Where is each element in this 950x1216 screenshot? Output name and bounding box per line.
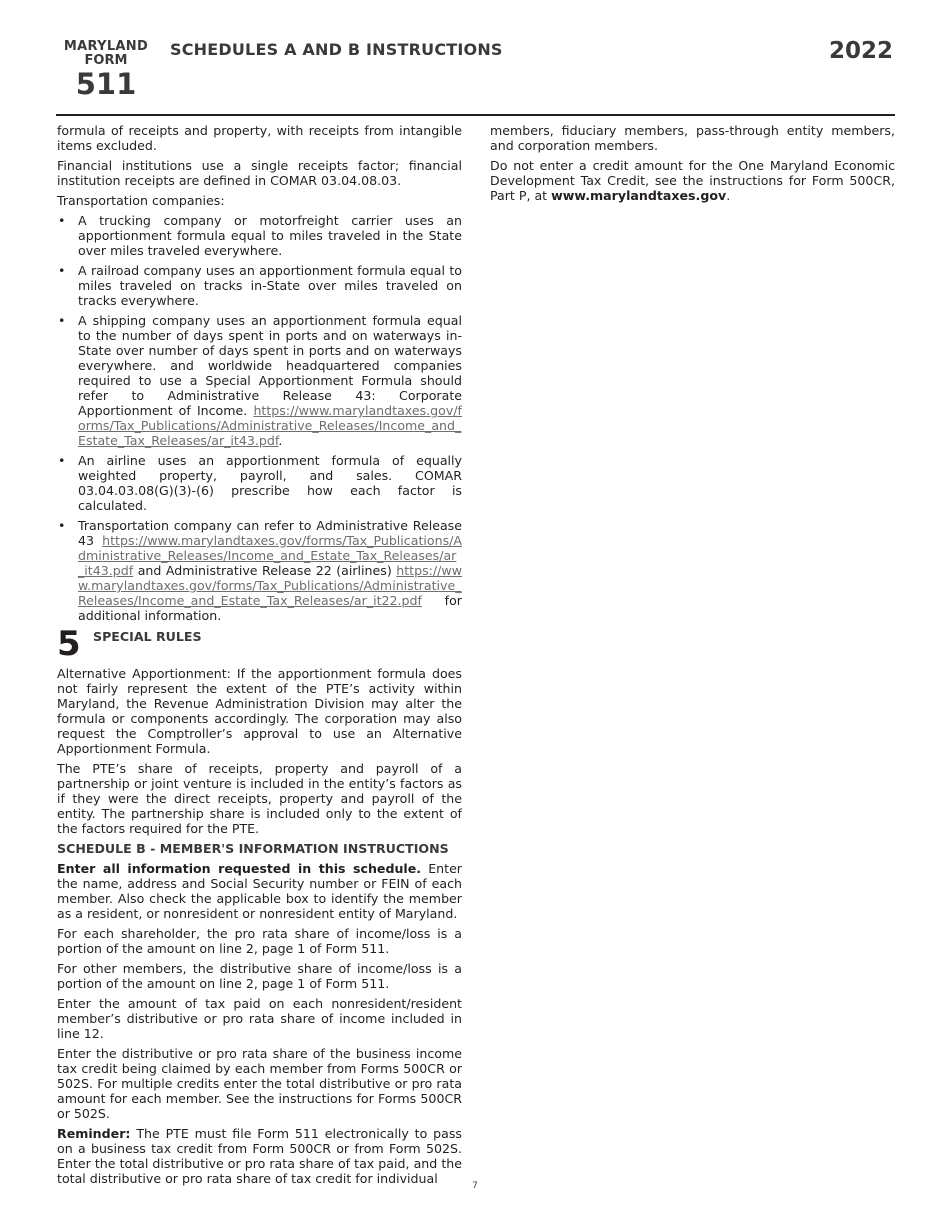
paragraph: Financial institutions use a single receipts factor; financial institution receipts are defined in COMAR 03.04.08.03.	[57, 158, 462, 188]
bold-lead: Enter all information requested in this schedule.	[57, 861, 422, 876]
paragraph: formula of receipts and property, with receipts from intangible items excluded.	[57, 123, 462, 153]
paragraph: The PTE’s share of receipts, property and payroll of a partnership or joint venture is included in the entity’s factors as if they were the direct receipts, property and payroll of the entity. The partnership share is included only to the extent of the factors required for the PTE.	[57, 761, 462, 836]
page-number: 7	[472, 1181, 478, 1191]
list-item-text: for additional information.	[78, 593, 462, 623]
header-divider	[56, 114, 895, 116]
list-item	[57, 263, 462, 308]
paragraph: For each shareholder, the pro rata share of income/loss is a portion of the amount on line 2, page 1 of Form 511.	[57, 926, 462, 956]
list-item-text: Transportation company can refer to Administrative Release 43	[78, 518, 462, 548]
paragraph: For other members, the distributive share of income/loss is a portion of the amount on line 2, page 1 of Form 511.	[57, 961, 462, 991]
list-item-text: and Administrative Release 22 (airlines)	[137, 563, 392, 578]
form-number: 511	[75, 67, 137, 101]
bullet: •	[58, 263, 66, 278]
page-title: SCHEDULES A AND B INSTRUCTIONS	[170, 40, 503, 59]
schedule-b-heading: SCHEDULE B - MEMBER'S INFORMATION INSTRUCTIONS	[57, 841, 449, 856]
paragraph: Enter the amount of tax paid on each nonresident/resident member’s distributive or pro rata share of income included in line 12.	[57, 996, 462, 1041]
list-item	[57, 453, 462, 513]
ar-it22-link[interactable]: https://www.marylandtaxes.gov/forms/Tax_Publications/Administrative_Releases/Income_and_Estate_Tax_Releases/ar_it22.pdf	[78, 563, 462, 608]
list-item-text: A shipping company uses an apportionment formula equal to the number of days spent in ports and on waterways in-State over number of days spent in ports and on waterways everywhere. and worldwide headquartered companies required to use a Special Apportionment Formula should refer to Administrative Release 43: Corporate Apportionment of Income.	[78, 313, 462, 418]
section-heading	[57, 624, 462, 664]
paragraph-text: Do not enter a credit amount for the One Maryland Economic Development Tax Credit, see the instructions for Form 500CR, Part P, at	[490, 158, 895, 203]
bullet: •	[58, 213, 66, 228]
bullet: •	[58, 453, 66, 468]
list-item	[57, 213, 462, 258]
transportation-list	[57, 213, 462, 623]
paragraph: members, fiduciary members, pass-through entity members, and corporation members.	[490, 123, 895, 153]
left-column	[57, 123, 462, 1191]
list-item	[57, 313, 462, 448]
paragraph: Enter the distributive or pro rata share of the business income tax credit being claimed by each member from Forms 500CR or 502S. For multiple credits enter the total distributive or pro rata amount for each member. See the instructions for Forms 500CR or 502S.	[57, 1046, 462, 1121]
paragraph: Transportation companies:	[57, 193, 225, 208]
website-text: www.marylandtaxes.gov	[551, 188, 727, 203]
punctuation: .	[726, 188, 731, 203]
punctuation: .	[278, 433, 283, 448]
paragraph	[57, 861, 462, 921]
state-label: MARYLAND	[63, 39, 149, 54]
list-item-text: A trucking company or motorfreight carrier uses an apportionment formula equal to miles traveled in the State over miles traveled everywhere.	[78, 213, 462, 258]
list-item	[57, 518, 462, 623]
paragraph	[57, 1126, 462, 1186]
paragraph-text: Enter the name, address and Social Security number or FEIN of each member. Also check the applicable box to identify the member as a resident, or nonresident or nonresident entity of Maryland.	[57, 861, 462, 921]
paragraph: Alternative Apportionment: If the apportionment formula does not fairly represent the extent of the PTE’s activity within Maryland, the Revenue Administration Division may alter the formula or components accordingly. The corporation may also request the Comptroller’s approval to use an Alternative Apportionment Formula.	[57, 666, 462, 756]
bullet: •	[58, 313, 66, 328]
ar-it43-link-2[interactable]: https://www.marylandtaxes.gov/forms/Tax_Publications/Administrative_Releases/Income_and_Estate_Tax_Releases/ar_it43.pdf	[78, 533, 462, 578]
list-item-text: A railroad company uses an apportionment formula equal to miles traveled on tracks in-State over miles traveled on tracks everywhere.	[78, 263, 462, 308]
ar-it43-link[interactable]: https://www.marylandtaxes.gov/forms/Tax_Publications/Administrative_Releases/Income_and_Estate_Tax_Releases/ar_it43.pdf	[78, 403, 462, 448]
bullet: •	[58, 518, 66, 533]
form-label	[58, 40, 154, 99]
form-word: FORM	[84, 53, 128, 68]
section-title: SPECIAL RULES	[93, 629, 202, 644]
reminder-label: Reminder:	[57, 1126, 131, 1141]
paragraph	[490, 158, 895, 203]
tax-year: 2022	[828, 38, 893, 64]
list-item-text: An airline uses an apportionment formula of equally weighted property, payroll, and sales. COMAR 03.04.03.08(G)(3)-(6) prescribe how each factor is calculated.	[78, 453, 462, 513]
section-number: 5	[57, 624, 81, 664]
right-column	[490, 123, 895, 208]
paragraph-text: The PTE must file Form 511 electronically to pass on a business tax credit from Form 500CR or from Form 502S. Enter the total distributive or pro rata share of tax paid, and the total distributive or pro rata share of tax credit for individual	[57, 1126, 462, 1186]
